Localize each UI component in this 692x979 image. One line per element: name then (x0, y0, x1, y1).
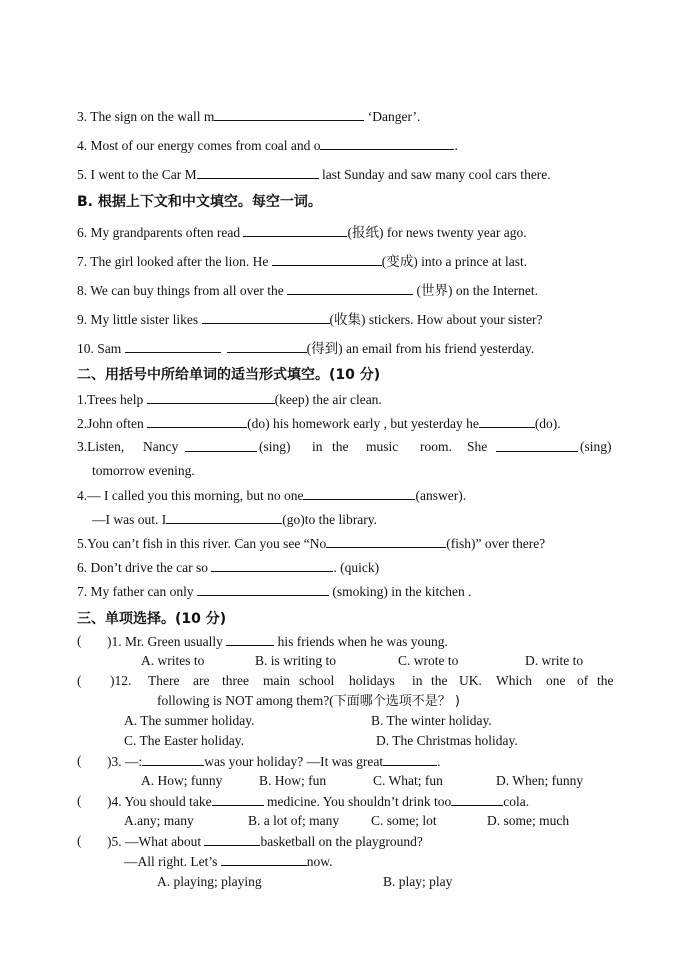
q-text: —I was out. I (92, 512, 167, 527)
q-word: music (366, 439, 399, 454)
answer-blank[interactable] (125, 340, 221, 353)
q-text: 10. Sam (77, 341, 125, 356)
question-2-1 (77, 391, 382, 408)
q-word: holidays (349, 673, 395, 688)
answer-paren[interactable]: ( (77, 833, 82, 848)
question-b9 (77, 311, 542, 328)
question-a3 (77, 108, 420, 125)
question-2-6 (77, 559, 379, 576)
q-word: (sing) (580, 439, 612, 454)
question-2-4 (77, 487, 466, 504)
q-text: )1. Mr. Green usually (107, 634, 227, 649)
option-d[interactable]: D. some; much (487, 813, 570, 828)
q-text: (keep) the air clean. (274, 392, 382, 407)
option-c[interactable]: C. some; lot (371, 813, 437, 828)
question-2-5 (77, 535, 545, 552)
q-text: . (454, 138, 458, 153)
answer-blank[interactable] (243, 224, 347, 237)
answer-blank[interactable] (303, 487, 415, 500)
answer-paren[interactable]: ( (77, 753, 82, 768)
answer-blank[interactable] (451, 793, 503, 806)
question-2-2 (77, 415, 561, 432)
answer-blank[interactable] (185, 439, 257, 456)
q-word: (sing) (259, 439, 291, 454)
q-text: 6. My grandparents often read (77, 225, 244, 240)
answer-blank[interactable] (383, 753, 437, 766)
q-text: now. (306, 854, 333, 869)
q-text: 7. The girl looked after the lion. He (77, 254, 272, 269)
section-2-heading: 二、用括号中所给单词的适当形式填空。(10 分) (77, 367, 381, 383)
question-b8 (77, 282, 538, 299)
answer-blank[interactable] (226, 633, 274, 646)
answer-blank[interactable] (212, 793, 264, 806)
answer-blank[interactable] (166, 511, 282, 524)
question-b10 (77, 340, 534, 357)
q-word: There (148, 673, 180, 688)
answer-blank[interactable] (227, 340, 307, 353)
question-3-3 (107, 753, 440, 770)
q-word: school (299, 673, 335, 688)
q-text: (answer). (415, 488, 467, 503)
q-text: (报纸) for news twenty year ago. (347, 225, 527, 240)
q-text: last Sunday and saw many cool cars there. (318, 167, 551, 182)
question-a5 (77, 166, 551, 183)
question-3-12: )12. (110, 673, 132, 688)
q-text: (go)to the library. (282, 512, 377, 527)
answer-paren[interactable]: ( (77, 673, 82, 688)
answer-blank[interactable] (204, 833, 260, 846)
q-word: one (546, 673, 566, 688)
option-d[interactable]: D. When; funny (496, 773, 584, 788)
q-text: was your holiday? —It was great (204, 754, 384, 769)
q-word: three (222, 673, 249, 688)
answer-blank[interactable] (197, 166, 319, 179)
option-a[interactable]: A. writes to (141, 653, 205, 668)
q-text: . (quick) (333, 560, 380, 575)
answer-blank[interactable] (142, 753, 204, 766)
answer-blank[interactable] (202, 311, 330, 324)
q-text: (do). (534, 416, 561, 431)
q-word: Nancy (143, 439, 179, 454)
q-text: cola. (503, 794, 530, 809)
question-3-5 (107, 833, 423, 850)
answer-blank[interactable] (211, 559, 333, 572)
section-3-heading: 三、单项选择。(10 分) (77, 611, 227, 627)
option-a[interactable]: A.any; many (124, 813, 194, 828)
answer-blank[interactable] (221, 853, 307, 866)
q-text: )5. —What about (107, 834, 205, 849)
answer-paren[interactable]: ( (77, 633, 82, 648)
question-b7 (77, 253, 527, 270)
q-word: in (412, 673, 423, 688)
q-text: 1.Trees help (77, 392, 147, 407)
q-word: the (332, 439, 349, 454)
q-word: in (312, 439, 323, 454)
question-a4 (77, 137, 458, 154)
question-b6 (77, 224, 527, 241)
answer-blank[interactable] (496, 439, 578, 456)
q-text: 4. Most of our energy comes from coal and o (77, 138, 321, 153)
option-b[interactable]: B. The winter holiday. (371, 713, 492, 728)
q-text: 8. We can buy things from all over the (77, 283, 288, 298)
option-d[interactable]: D. write to (525, 653, 584, 668)
q-text: 9. My little sister likes (77, 312, 202, 327)
answer-blank[interactable] (287, 282, 413, 295)
question-3-1 (107, 633, 448, 650)
answer-blank[interactable] (326, 535, 446, 548)
q-text: 5.You can’t fish in this river. Can you see “No (77, 536, 327, 551)
q-word: UK. (459, 673, 482, 688)
option-a[interactable]: A. How; funny (141, 773, 223, 788)
option-a[interactable]: A. The summer holiday. (124, 713, 255, 728)
q-text-cn: 下面哪个选项不是？ ) (333, 694, 460, 709)
q-text: (收集) stickers. How about your sister? (329, 312, 543, 327)
option-c[interactable]: C. The Easter holiday. (124, 733, 244, 748)
option-b[interactable]: B. How; fun (259, 773, 327, 788)
q-text: medicine. You shouldn’t drink too (263, 794, 452, 809)
answer-blank[interactable] (147, 391, 275, 404)
q-text: 6. Don’t drive the car so (77, 560, 212, 575)
q-word: She (467, 439, 488, 454)
q-word: of (577, 673, 589, 688)
q-text: (变成) into a prince at last. (381, 254, 528, 269)
question-3-12-line2 (157, 693, 460, 710)
q-text: (do) his homework early , but yesterday he (247, 416, 479, 431)
q-text: ‘Danger’. (364, 109, 421, 124)
option-d[interactable]: D. The Christmas holiday. (376, 733, 518, 748)
q-text: tomorrow evening. (92, 463, 195, 478)
q-text: basketball on the playground? (260, 834, 423, 849)
answer-blank[interactable] (147, 415, 247, 428)
q-text: his friends when he was young. (274, 634, 448, 649)
option-b[interactable]: B. a lot of; many (248, 813, 340, 828)
option-c[interactable]: C. What; fun (373, 773, 443, 788)
q-word: the (597, 673, 614, 688)
q-text: )3. —: (107, 754, 143, 769)
q-text: . (437, 754, 441, 769)
q-text: )4. You should take (107, 794, 212, 809)
q-text: (fish)” over there? (446, 536, 546, 551)
q-word: are (193, 673, 210, 688)
section-b-heading: B. 根据上下文和中文填空。每空一词。 (77, 194, 322, 210)
answer-blank[interactable] (479, 415, 535, 428)
q-text: (smoking) in the kitchen . (328, 584, 472, 599)
q-text: 3. The sign on the wall m (77, 109, 215, 124)
q-word: room. (420, 439, 452, 454)
answer-paren[interactable]: ( (77, 793, 82, 808)
option-a[interactable]: A. playing; playing (157, 874, 262, 889)
question-2-3 (77, 439, 124, 455)
answer-blank[interactable] (214, 108, 364, 121)
question-3-4 (107, 793, 529, 810)
q-word: the (431, 673, 448, 688)
q-word: Which (496, 673, 532, 688)
answer-blank[interactable] (272, 253, 382, 266)
q-text: 5. I went to the Car M (77, 167, 197, 182)
q-text: 2.John often (77, 416, 148, 431)
q-text: following is NOT among them?( (157, 693, 334, 708)
q-word: main (263, 673, 290, 688)
option-b[interactable]: B. is writing to (255, 653, 337, 668)
question-2-7 (77, 583, 471, 600)
answer-blank[interactable] (197, 583, 329, 596)
q-text: (世界) on the Internet. (413, 283, 538, 298)
q-text: 7. My father can only (77, 584, 197, 599)
question-3-5-line2 (124, 853, 333, 870)
question-2-4-line2 (92, 511, 377, 528)
q-text: 4.— I called you this morning, but no one (77, 488, 304, 503)
q-text: 3.Listen, (77, 439, 125, 454)
q-text: —All right. Let’s (124, 854, 221, 869)
answer-blank[interactable] (320, 137, 454, 150)
option-b[interactable]: B. play; play (383, 874, 453, 889)
option-c[interactable]: C. wrote to (398, 653, 459, 668)
q-text: (得到) an email from his friend yesterday. (306, 341, 535, 356)
